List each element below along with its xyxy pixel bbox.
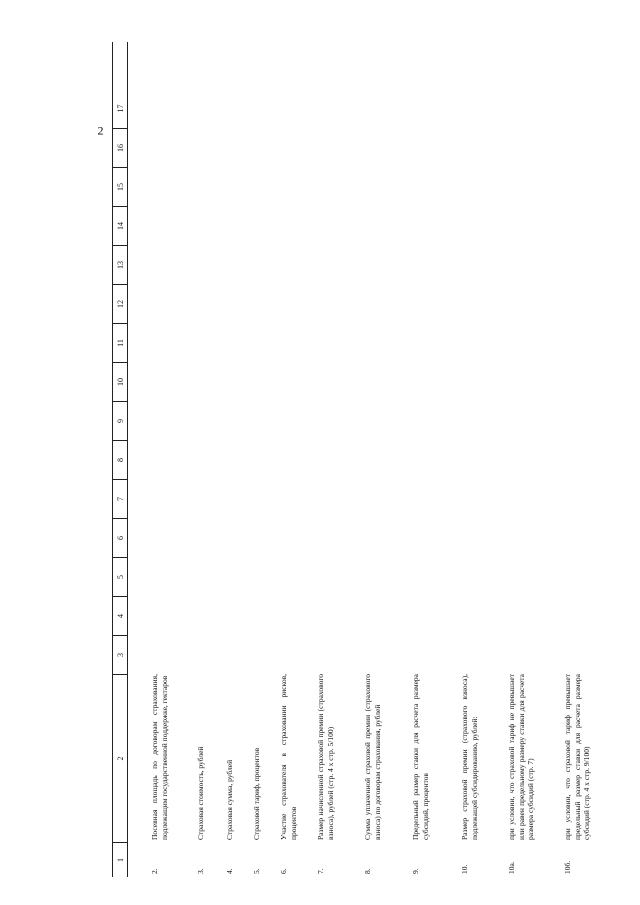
table-row [150, 674, 169, 877]
row-number: 7. [316, 868, 325, 874]
header-col-9: 9 [113, 401, 127, 440]
row-number: 10б. [563, 860, 572, 874]
row-number: 10а. [507, 861, 516, 874]
row-label: Предельный размер ставки для расчета размера субсидий, процентов [411, 674, 430, 840]
header-col-2: 2 [113, 674, 127, 842]
table-row [411, 674, 430, 877]
header-col-5: 5 [113, 557, 127, 596]
table-row [225, 674, 235, 877]
header-col-10: 10 [113, 362, 127, 401]
header-col-16: 16 [113, 128, 127, 167]
header-col-4: 4 [113, 596, 127, 635]
row-label: Размер начисленной страховой премии (страхового взноса), рублей (стр. 4 х стр. 5/100) [316, 674, 335, 840]
row-number: 9. [411, 868, 420, 874]
table-row [316, 674, 335, 877]
row-label: Страховая сумма, рублей [225, 759, 234, 840]
row-number: 6. [279, 868, 288, 874]
row-number: 8. [363, 868, 372, 874]
table-row [563, 674, 592, 877]
table-row [507, 674, 536, 877]
row-number: 4. [225, 868, 234, 874]
row-number: 2. [150, 868, 159, 874]
header-col-6: 6 [113, 518, 127, 557]
row-label: Сумма уплаченной страховой премии (страхового взноса) по договорам страхования, рублей [363, 674, 382, 840]
header-col-1: 1 [113, 842, 127, 877]
header-col-3: 3 [113, 635, 127, 674]
header-col-17: 17 [115, 104, 125, 113]
row-label: при условии, что страховой тариф превышает предельный размер ставки для расчета размера субсидий (стр. 4 х стр. 9/100) [563, 674, 591, 840]
table-row [363, 674, 382, 877]
row-label: Страховой тариф, процентов [252, 747, 261, 840]
row-number: 5. [252, 868, 261, 874]
header-col-12: 12 [113, 284, 127, 323]
rotated-table-sheet [97, 42, 591, 877]
row-number: 3. [196, 868, 205, 874]
row-label: Страховая стоимость, рублей [196, 746, 205, 840]
header-col-15: 15 [113, 167, 127, 206]
table-row [252, 674, 262, 877]
row-label: Посевная площадь по договорам страхования, подлежащим государственной поддержке, гектаров [150, 674, 169, 840]
header-col-7: 7 [113, 479, 127, 518]
row-label: Участие страхователя в страховании рисков, процентов [279, 674, 298, 840]
table-row [196, 674, 206, 877]
header-col-14: 14 [113, 206, 127, 245]
row-label: Размер страховой премии (страхового взноса), подлежащей субсидированию, рублей: [460, 674, 479, 840]
header-col-11: 11 [113, 323, 127, 362]
page-number: 2 [97, 123, 104, 138]
header-col-8: 8 [113, 440, 127, 479]
row-number: 10. [460, 864, 469, 874]
table-row [460, 674, 479, 877]
row-label: при условии, что страховой тариф не превышает или равен предельному размеру ставки для расчета размера субсидий (стр. 7) [507, 674, 535, 840]
table-row [279, 674, 298, 877]
header-col-13: 13 [113, 245, 127, 284]
table-header [112, 42, 128, 877]
